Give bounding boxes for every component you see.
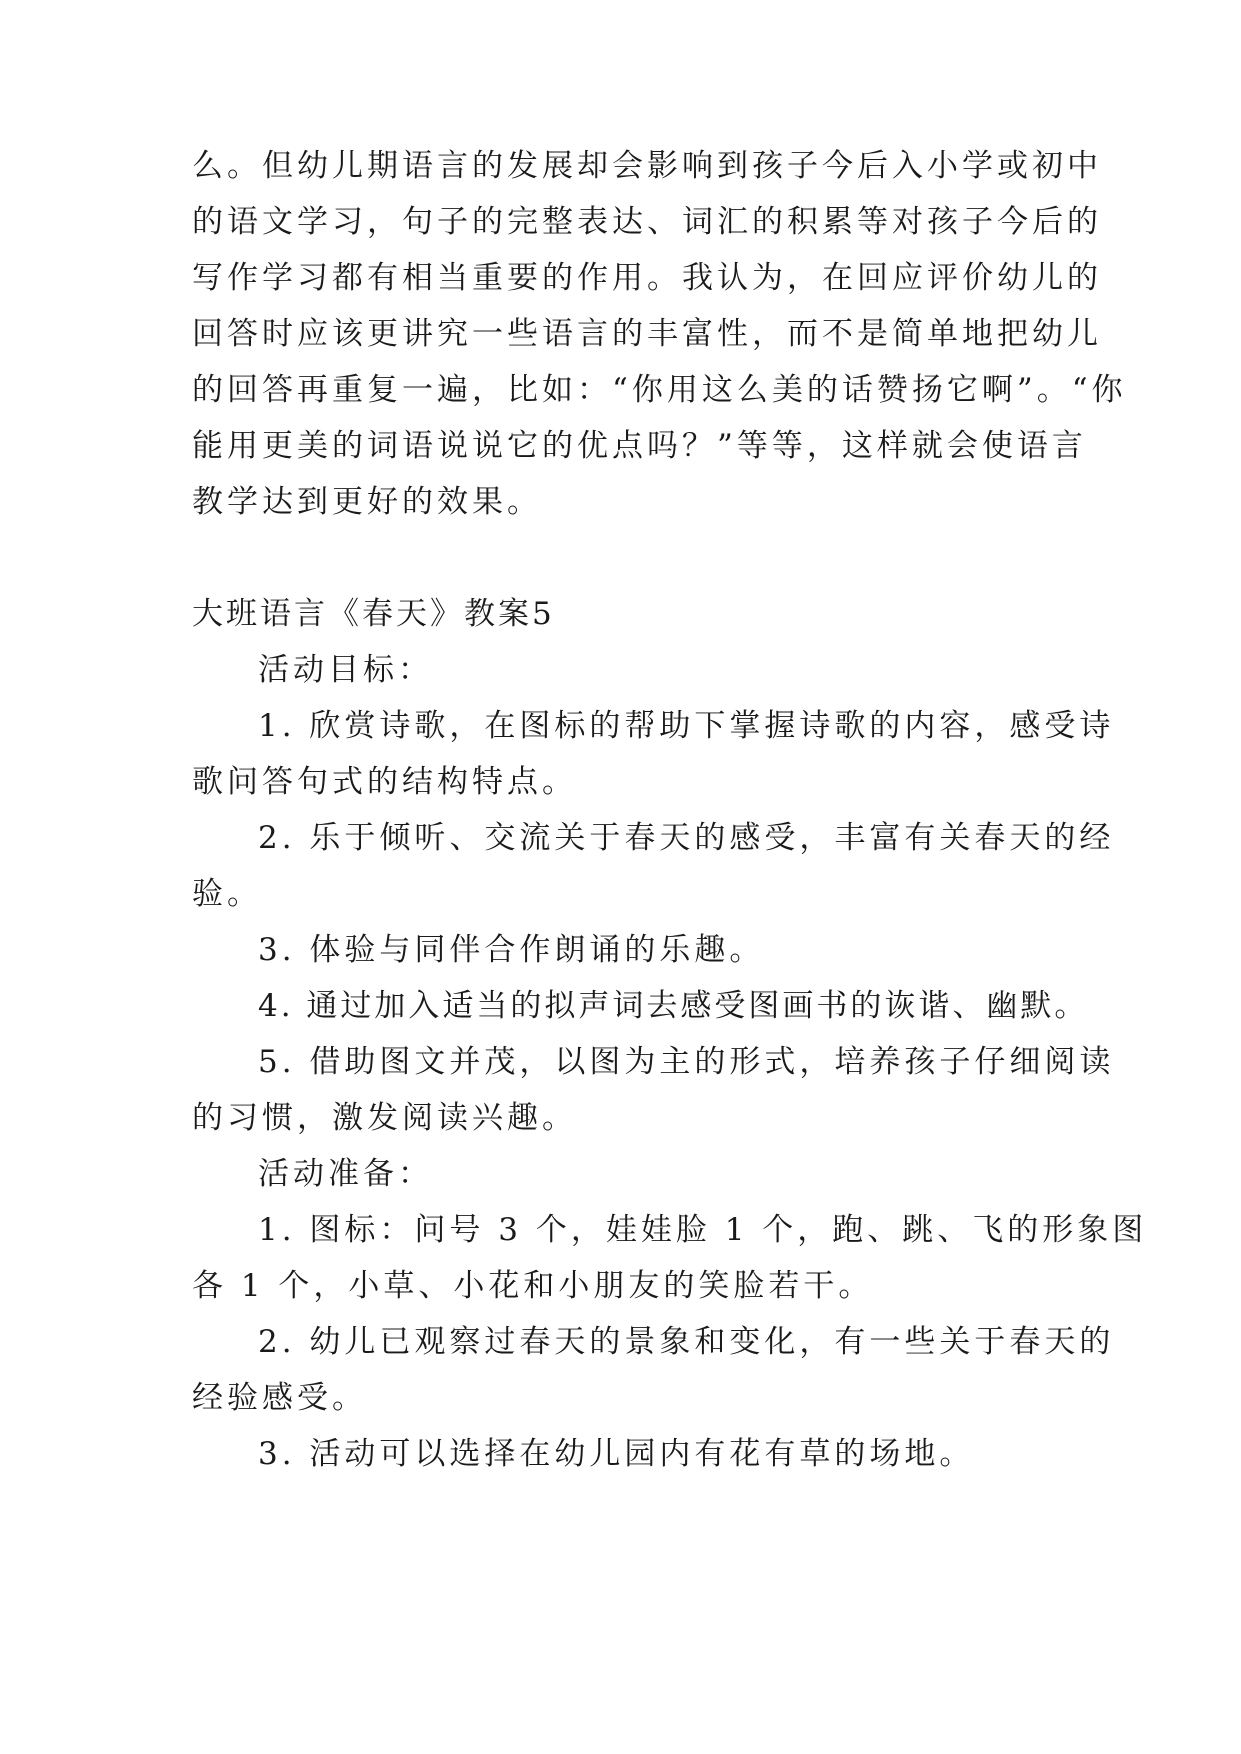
paragraph-line: 教学达到更好的效果。 — [192, 484, 542, 520]
list-item-line: 经验感受。 — [192, 1380, 367, 1416]
list-item-line: 2. 乐于倾听、交流关于春天的感受，丰富有关春天的经 — [258, 820, 1115, 856]
list-item-line: 验。 — [192, 876, 262, 912]
subheading-objectives: 活动目标： — [258, 652, 433, 688]
paragraph-line: 写作学习都有相当重要的作用。我认为，在回应评价幼儿的 — [192, 260, 1102, 296]
section-heading: 大班语言《春天》教案5 — [192, 596, 555, 632]
list-item-line: 3. 活动可以选择在幼儿园内有花有草的场地。 — [258, 1436, 975, 1472]
list-item-line: 2. 幼儿已观察过春天的景象和变化，有一些关于春天的 — [258, 1324, 1115, 1360]
list-item-line: 3. 体验与同伴合作朗诵的乐趣。 — [258, 932, 765, 968]
paragraph-line: 能用更美的词语说说它的优点吗？”等等，这样就会使语言 — [192, 428, 1087, 464]
paragraph-line: 么。但幼儿期语言的发展却会影响到孩子今后入小学或初中 — [192, 148, 1102, 184]
paragraph-line: 的语文学习，句子的完整表达、词汇的积累等对孩子今后的 — [192, 204, 1102, 240]
list-item-line: 各 1 个，小草、小花和小朋友的笑脸若干。 — [192, 1268, 874, 1304]
list-item-line: 5. 借助图文并茂，以图为主的形式，培养孩子仔细阅读 — [258, 1044, 1115, 1080]
list-item-line: 的习惯，激发阅读兴趣。 — [192, 1100, 577, 1136]
list-item-line: 歌问答句式的结构特点。 — [192, 764, 577, 800]
list-item-line: 4. 通过加入适当的拟声词去感受图画书的诙谐、幽默。 — [258, 988, 1089, 1024]
paragraph-line: 的回答再重复一遍，比如：“你用这么美的话赞扬它啊”。“你 — [192, 372, 1127, 408]
list-item-line: 1. 欣赏诗歌，在图标的帮助下掌握诗歌的内容，感受诗 — [258, 708, 1115, 744]
list-item-line: 1. 图标：问号 3 个，娃娃脸 1 个，跑、跳、飞的形象图 — [258, 1212, 1148, 1248]
paragraph-line: 回答时应该更讲究一些语言的丰富性，而不是简单地把幼儿 — [192, 316, 1102, 352]
subheading-preparation: 活动准备： — [258, 1156, 433, 1192]
